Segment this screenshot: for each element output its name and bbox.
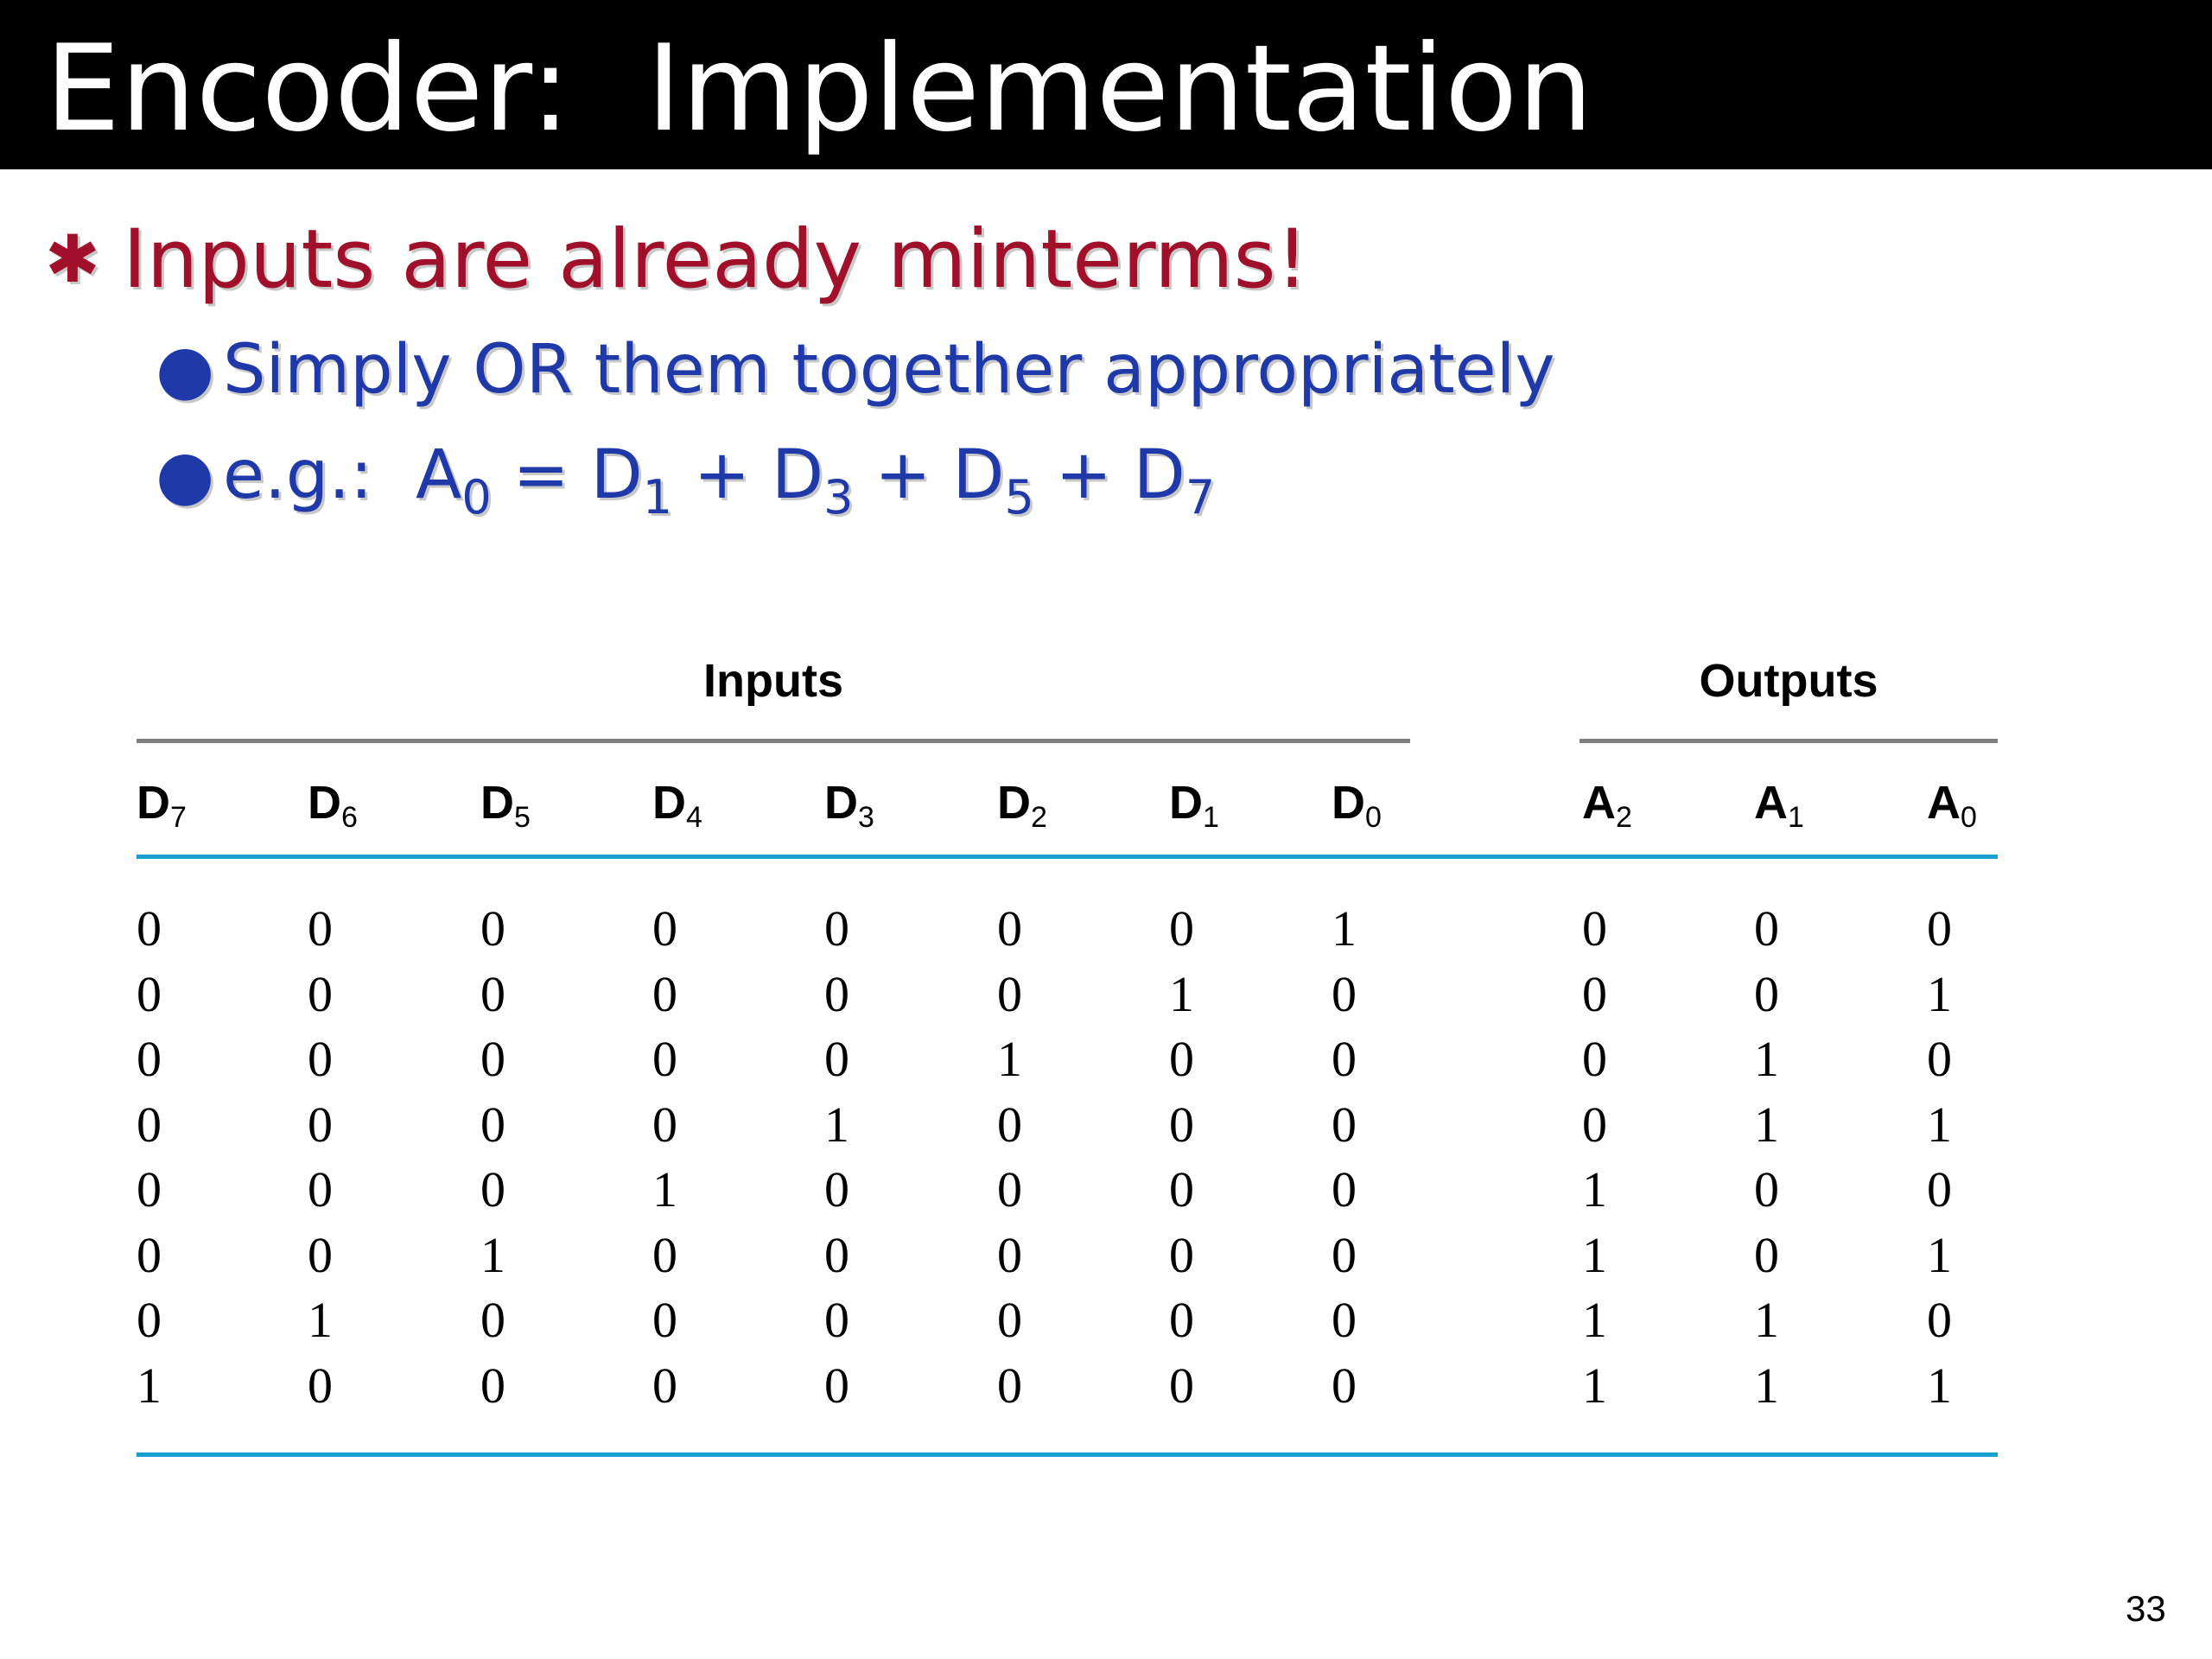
column-header-letter: A <box>1582 777 1616 829</box>
table-cell: 0 <box>1332 1031 1357 1087</box>
header-rule <box>137 855 1998 859</box>
column-header-subscript: 7 <box>170 801 187 834</box>
column-header <box>1332 776 1382 834</box>
table-cell: 1 <box>1582 1357 1607 1414</box>
table-cell: 0 <box>997 966 1022 1022</box>
table-cell: 0 <box>137 966 162 1022</box>
table-cell: 1 <box>824 1096 849 1153</box>
table-cell: 0 <box>652 1292 677 1348</box>
table-cell: 0 <box>480 1031 505 1087</box>
table-cell: 0 <box>997 1357 1022 1414</box>
bottom-rule <box>137 1452 1998 1457</box>
table-cell: 0 <box>1169 900 1194 957</box>
table-cell: 0 <box>137 1227 162 1283</box>
column-header-subscript: 2 <box>1616 801 1632 834</box>
table-cell: 1 <box>1582 1292 1607 1348</box>
column-header-letter: D <box>652 777 686 829</box>
table-cell: 1 <box>1332 900 1357 957</box>
table-cell: 0 <box>1332 1096 1357 1153</box>
column-header-letter: D <box>824 777 858 829</box>
table-cell: 0 <box>1582 1096 1607 1153</box>
sub-bullet-1 <box>156 327 1555 413</box>
table-cell: 0 <box>652 900 677 957</box>
table-cell: 0 <box>480 1096 505 1153</box>
column-header <box>137 776 187 834</box>
equation-subscript: 5 <box>1004 470 1034 524</box>
table-cell: 0 <box>997 1096 1022 1153</box>
outputs-group-rule <box>1580 739 1998 743</box>
column-header-subscript: 2 <box>1031 801 1047 834</box>
table-cell: 0 <box>1927 1292 1952 1348</box>
table-cell: 0 <box>1582 900 1607 957</box>
column-header-letter: A <box>1927 777 1961 829</box>
table-cell: 0 <box>1169 1357 1194 1414</box>
column-header-subscript: 3 <box>858 801 874 834</box>
column-header-letter: A <box>1754 777 1788 829</box>
equation-term: + D <box>1033 436 1185 514</box>
column-header-letter: D <box>308 777 341 829</box>
dot-bullet-icon: ● <box>156 331 215 409</box>
column-header <box>824 776 874 834</box>
table-cell: 0 <box>824 1161 849 1217</box>
table-cell: 0 <box>480 1161 505 1217</box>
table-cell: 0 <box>824 1292 849 1348</box>
equation-subscript: 0 <box>461 470 492 524</box>
table-cell: 0 <box>824 900 849 957</box>
table-cell: 1 <box>1754 1031 1779 1087</box>
dot-bullet-icon: ● <box>156 436 215 514</box>
table-cell: 0 <box>652 1227 677 1283</box>
table-cell: 0 <box>824 1357 849 1414</box>
equation-term: + D <box>853 436 1005 514</box>
asterisk-bullet-icon: ✱ <box>45 220 100 297</box>
column-header-letter: D <box>137 777 170 829</box>
table-cell: 0 <box>1754 1161 1779 1217</box>
column-header-letter: D <box>1169 777 1203 829</box>
table-cell: 0 <box>997 900 1022 957</box>
column-header-letter: D <box>480 777 514 829</box>
table-cell: 0 <box>1927 900 1952 957</box>
column-header <box>308 776 358 834</box>
page-number: 33 <box>2126 1588 2166 1629</box>
table-cell: 1 <box>1754 1096 1779 1153</box>
table-cell: 0 <box>1169 1161 1194 1217</box>
table-cell: 0 <box>308 966 333 1022</box>
table-cell: 0 <box>1927 1031 1952 1087</box>
table-cell: 0 <box>652 1096 677 1153</box>
table-cell: 0 <box>1169 1031 1194 1087</box>
table-cell: 0 <box>480 900 505 957</box>
inputs-group-label: Inputs <box>703 655 843 707</box>
table-cell: 1 <box>137 1357 162 1414</box>
column-header <box>652 776 702 834</box>
column-header <box>1754 776 1804 834</box>
sub-bullet-1-text: Simply OR them together appropriately <box>223 331 1555 409</box>
equation-prefix: e.g.: A <box>223 436 462 514</box>
table-cell: 0 <box>480 1292 505 1348</box>
column-header-subscript: 1 <box>1203 801 1219 834</box>
table-cell: 0 <box>1582 966 1607 1022</box>
main-bullet <box>45 211 1308 308</box>
table-cell: 1 <box>480 1227 505 1283</box>
slide-title: Encoder: Implementation <box>45 19 1593 158</box>
table-cell: 0 <box>1169 1227 1194 1283</box>
table-cell: 0 <box>1332 1161 1357 1217</box>
table-cell: 0 <box>1332 966 1357 1022</box>
table-cell: 0 <box>1582 1031 1607 1087</box>
table-cell: 0 <box>1332 1292 1357 1348</box>
table-cell: 1 <box>1169 966 1194 1022</box>
table-cell: 0 <box>137 1292 162 1348</box>
table-cell: 0 <box>308 1031 333 1087</box>
table-cell: 1 <box>1582 1227 1607 1283</box>
table-cell: 0 <box>1169 1096 1194 1153</box>
table-cell: 1 <box>1927 1357 1952 1414</box>
column-header <box>1169 776 1219 834</box>
column-header-subscript: 5 <box>514 801 531 834</box>
inputs-group-rule <box>137 739 1410 743</box>
column-header-subscript: 0 <box>1365 801 1382 834</box>
table-cell: 0 <box>308 1227 333 1283</box>
sub-bullet-2 <box>156 432 1216 524</box>
column-header <box>1582 776 1632 834</box>
equation-subscript: 7 <box>1185 470 1216 524</box>
table-cell: 0 <box>308 1161 333 1217</box>
equation-subscript: 1 <box>642 470 673 524</box>
table-cell: 0 <box>480 1357 505 1414</box>
column-header <box>997 776 1047 834</box>
table-cell: 1 <box>1582 1161 1607 1217</box>
table-cell: 0 <box>137 1161 162 1217</box>
table-cell: 0 <box>1754 966 1779 1022</box>
table-cell: 0 <box>652 1031 677 1087</box>
table-cell: 1 <box>1927 1227 1952 1283</box>
table-cell: 0 <box>1927 1161 1952 1217</box>
table-cell: 1 <box>308 1292 333 1348</box>
table-cell: 1 <box>652 1161 677 1217</box>
table-cell: 0 <box>824 1227 849 1283</box>
table-cell: 0 <box>1332 1357 1357 1414</box>
table-cell: 1 <box>1927 1096 1952 1153</box>
equation <box>223 436 1216 524</box>
column-header-subscript: 0 <box>1961 801 1977 834</box>
column-header-letter: D <box>1332 777 1365 829</box>
table-cell: 1 <box>1754 1357 1779 1414</box>
equation-subscript: 3 <box>823 470 854 524</box>
table-cell: 0 <box>824 1031 849 1087</box>
table-cell: 0 <box>652 966 677 1022</box>
table-cell: 0 <box>137 1031 162 1087</box>
table-cell: 0 <box>652 1357 677 1414</box>
outputs-group-label: Outputs <box>1699 655 1878 707</box>
table-cell: 1 <box>1754 1292 1779 1348</box>
main-bullet-text: Inputs are already minterms! <box>123 213 1309 307</box>
column-header-letter: D <box>997 777 1031 829</box>
table-cell: 0 <box>824 966 849 1022</box>
table-cell: 1 <box>1927 966 1952 1022</box>
table-cell: 0 <box>308 900 333 957</box>
title-bar <box>0 0 2212 169</box>
table-cell: 0 <box>1754 1227 1779 1283</box>
column-header-subscript: 1 <box>1788 801 1804 834</box>
column-header-subscript: 4 <box>686 801 702 834</box>
table-cell: 0 <box>1169 1292 1194 1348</box>
table-cell: 1 <box>997 1031 1022 1087</box>
equation-term: = D <box>491 436 643 514</box>
table-cell: 0 <box>137 900 162 957</box>
column-header <box>1927 776 1977 834</box>
table-cell: 0 <box>480 966 505 1022</box>
table-cell: 0 <box>997 1161 1022 1217</box>
table-cell: 0 <box>997 1292 1022 1348</box>
table-cell: 0 <box>308 1096 333 1153</box>
table-cell: 0 <box>308 1357 333 1414</box>
table-cell: 0 <box>1332 1227 1357 1283</box>
column-header <box>480 776 531 834</box>
equation-term: + D <box>672 436 824 514</box>
column-header-subscript: 6 <box>341 801 358 834</box>
table-cell: 0 <box>1754 900 1779 957</box>
table-cell: 0 <box>137 1096 162 1153</box>
table-cell: 0 <box>997 1227 1022 1283</box>
